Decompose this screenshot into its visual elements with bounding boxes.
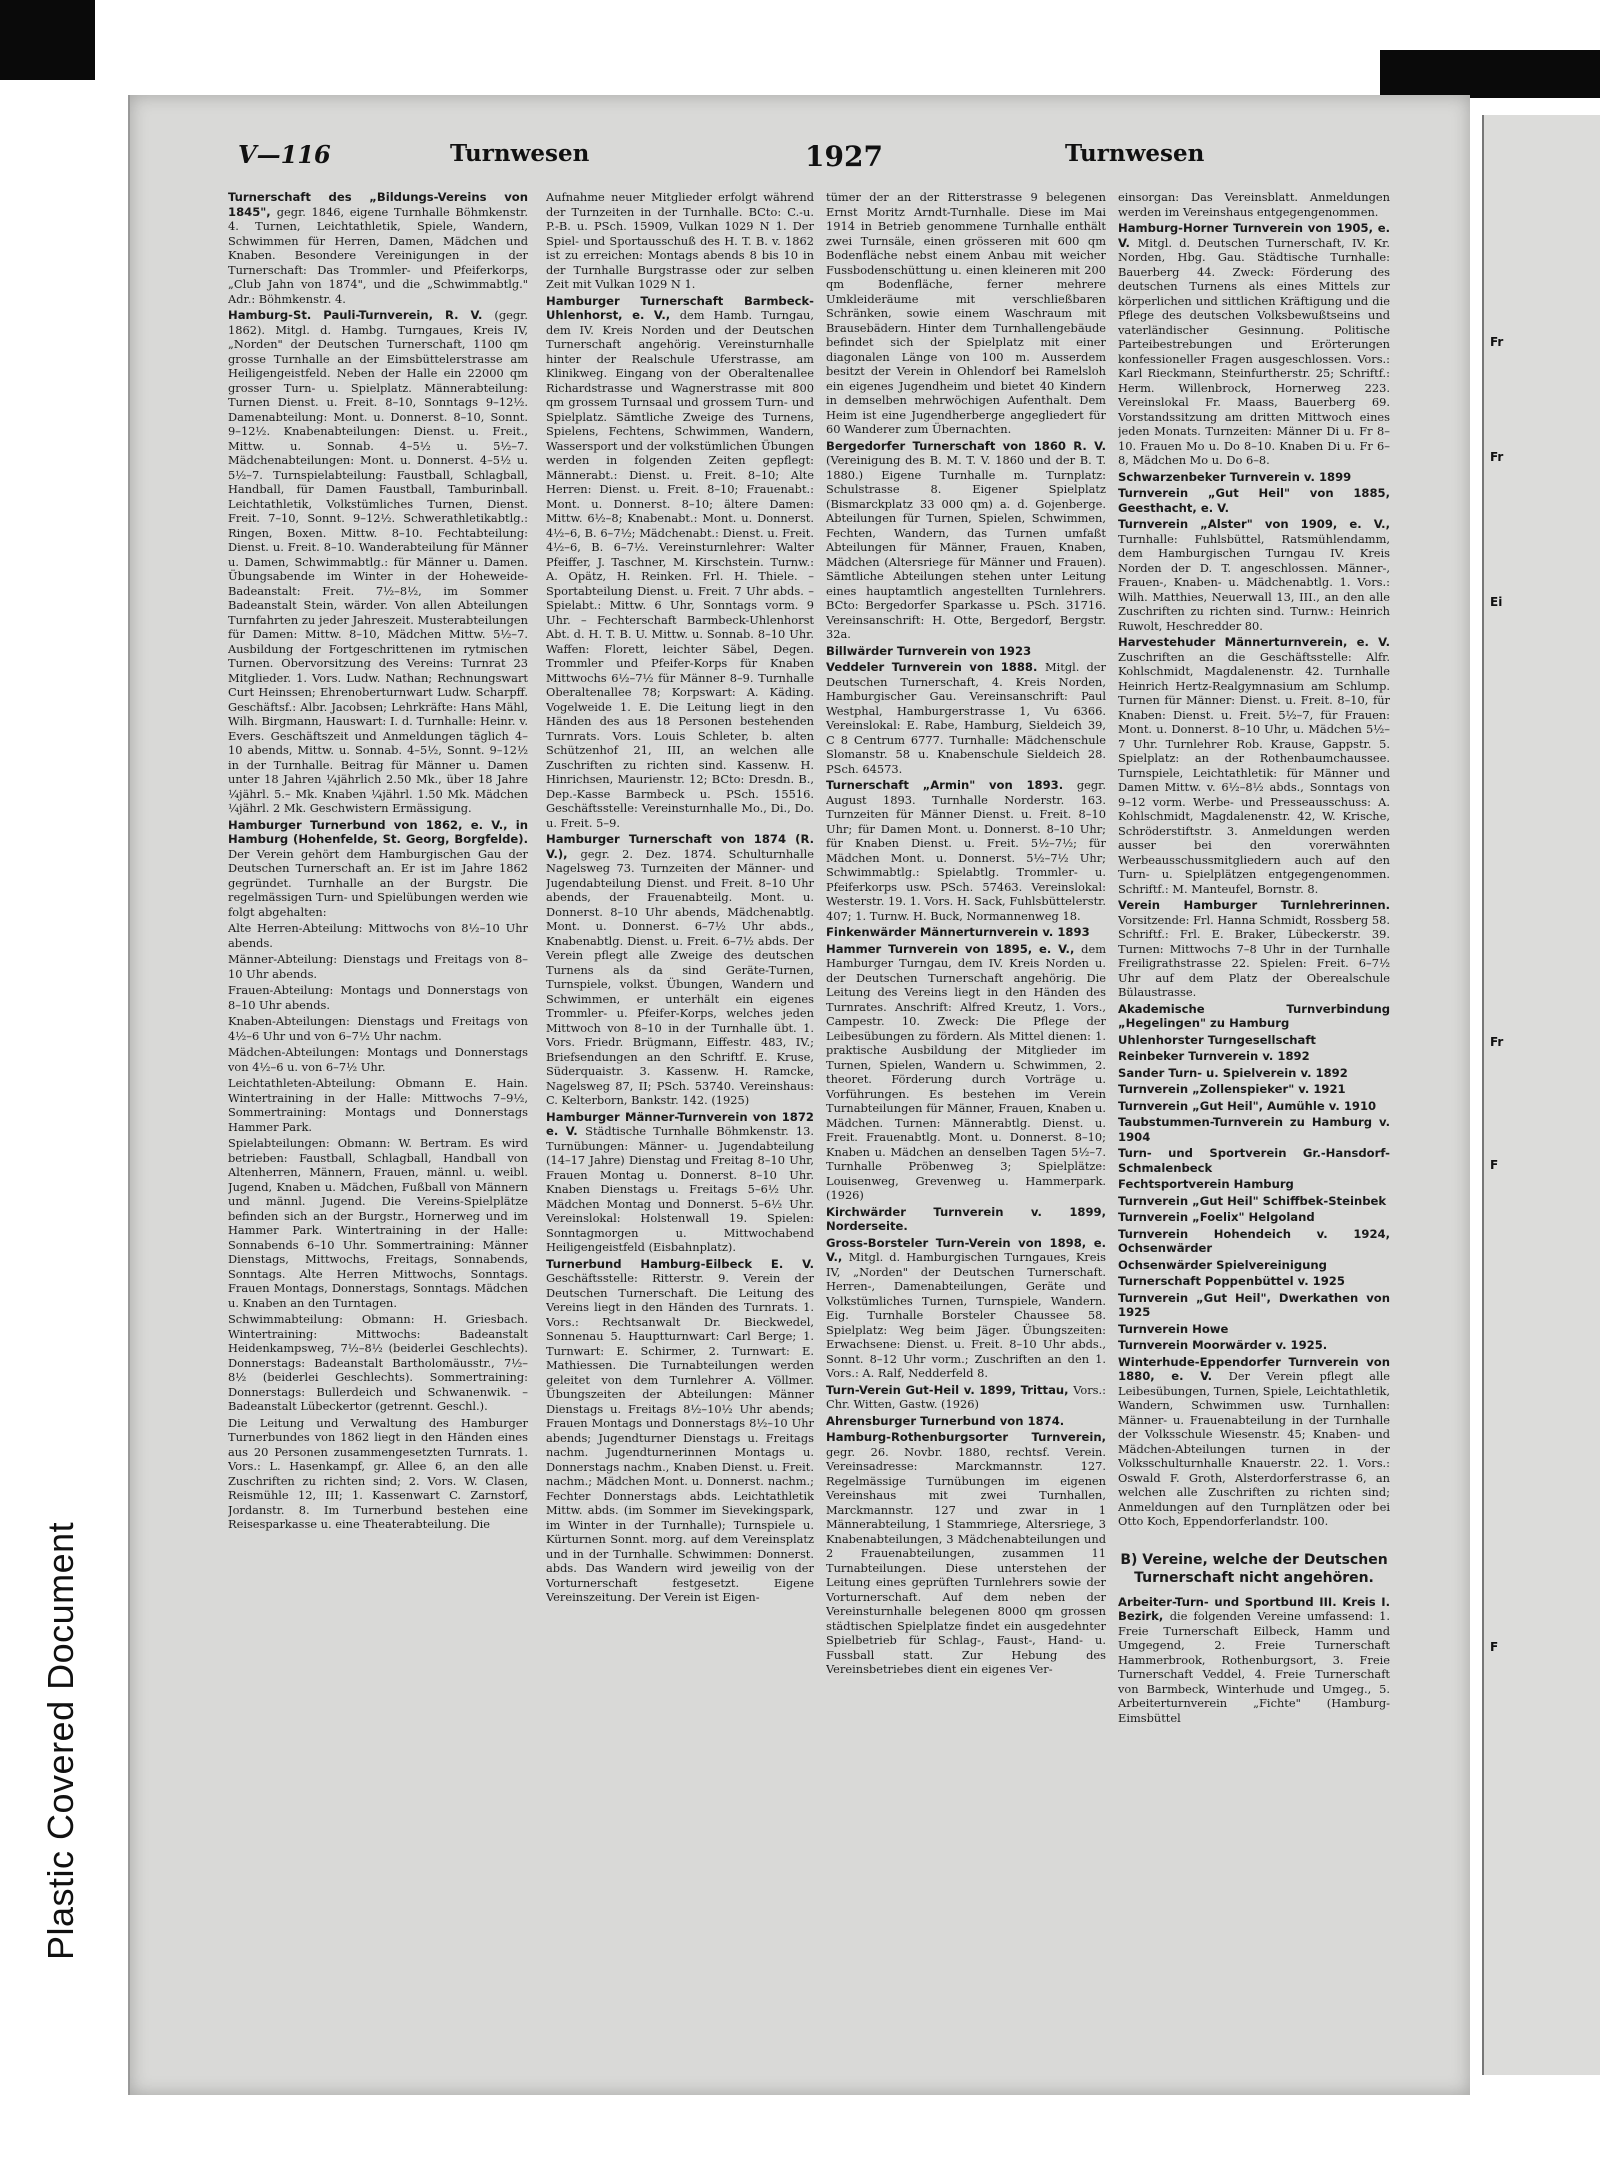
entry-title: Schwarzenbeker Turnverein v. 1899	[1118, 469, 1352, 484]
directory-entry	[1118, 1291, 1390, 1320]
directory-entry	[228, 818, 528, 920]
entry-text: Leichtathleten-Abteilung: Obmann E. Hain. Wintertraining in der Halle: Mittwochs 7–9½, Sommertraining: Montags und Donnerstags Hammer Park.	[228, 1076, 528, 1134]
directory-entry	[826, 925, 1106, 940]
section-heading: B) Vereine, welche der Deutschen Turnerschaft nicht angehören.	[1120, 1551, 1388, 1586]
entry-text: Knaben-Abteilungen: Dienstags und Freitags von 4½–6 Uhr und von 6–7½ Uhr nachm.	[228, 1014, 528, 1043]
directory-entry	[228, 1076, 528, 1134]
directory-entry	[1118, 1227, 1390, 1256]
entry-text: gegr. August 1893. Turnhalle Norderstr. 163. Turnzeiten für Männer Dienst. u. Freit. 8–10 Uhr; für Damen Mont. u. Donnerst. 8–10 Uhr; für Knaben Dienst. u. Freit. 5½–7½; für Mädchen Mont. u. Donnerst. 5½–7½ Uhr; Schwimmabtlg.: Spielabtlg. Trommler- u. Pfeiferkorps usw. PSch. 57463. Vereinslokal: Westerstr. 19. 1. Vors. H. Sack, Fuhlsbüttelerstr. 407; 1. Turnw. H. Buck, Normannenweg 18.	[826, 778, 1106, 923]
entry-title: Turnverein Howe	[1118, 1321, 1229, 1336]
entry-title: Hamburg-St. Pauli-Turnverein, R. V.	[228, 308, 495, 322]
directory-entry	[228, 952, 528, 981]
directory-entry	[546, 1257, 814, 1605]
directory-entry	[1118, 1258, 1390, 1273]
page-header	[130, 140, 1470, 180]
entry-text: Aufnahme neuer Mitglieder erfolgt während der Turnzeiten in der Turnhalle. BCto: C.-u. P.-B. u. PSch. 15909, Vulkan 1029 N 1. Der Spiel- und Sportausschuß des H. T. B. v. 1862 ist zu erreichen: Montags abends 8 bis 10 in der Turnhalle Burgstrasse oder zur selben Zeit mit Vulkan 1029 N 1.	[546, 190, 814, 291]
entry-text: Mitgl. d. Deutschen Turnerschaft, IV. Kr. Norden, Hbg. Gau. Städtische Turnhalle: Bauerberg 44. Zweck: Förderung des deutschen Turnens als eines Mittels zur körperlichen und sittlichen Kräftigung und die Pflege des deutschen Volksbewußtseins und vaterländischer Gesinnung. Politische Parteibestrebungen und Erörterungen konfessioneller Fragen ausgeschlossen. Vors.: Karl Rieckmann, Steinfurtherstr. 25; Schriftf.: Herm. Willenbrock, Hornerweg 223. Vereinslokal Fr. Maass, Bauerberg 69. Vorstandssitzung am dritten Mittwoch eines jeden Monats. Turnzeiten: Männer Di u. Fr 8–10. Frauen Mo u. Do 8–10. Knaben Di u. Fr 6–8, Mädchen Mo u. Do 6–8.	[1118, 235, 1390, 467]
right-running-head: Turnwesen	[1065, 140, 1205, 167]
entry-text: gegr. 1846, eigene Turnhalle Böhmkenstr. 4. Turnen, Leichtathletik, Spiele, Wandern, Schwimmen für Herren, Damen, Mädchen und Knaben. Besondere Vereinigungen in der Turnerschaft: Das Trommler- und Pfeiferkorps, „Club Jahn von 1874", und die „Schwimmabtlg." Adr.: Böhmkenstr. 4.	[228, 204, 528, 306]
entry-title: Turnverein „Gut Heil", Dwerkathen von 1925	[1118, 1290, 1390, 1319]
entry-text: Zuschriften an die Geschäftsstelle: Alfr. Kohlschmidt, Magdalenenstr. 42. Turnhalle Heinrich Hertz-Realgymnasium am Schlump. Turnen für Männer: Dienst. u. Freit. 8–10, für Knaben: Dienst. u. Freit. 5½–7, für Frauen: Mont. u. Donnerst. 8–10 Uhr, u. Mädchen 5½–7 Uhr. Turnlehrer Rob. Krause, Gappstr. 5. Spielplatz: an der Rothenbaumchaussee. Turnspiele, Leichtathletik: für Männer und Damen Mittw. v. 6½–8½ abds., Sonntags von 9–12 vorm. Werbe- und Presseausschuss: A. Kohlschmidt, Magdalenenstr. 42, W. Krische, Schröderstiftstr. 3. Anmeldungen werden ausser bei den vorerwähnten Werbeausschussmitgliedern auch auf den Turn- u. Spielplätzen entgegengenommen. Schriftf.: M. Manteufel, Bornstr. 8.	[1118, 649, 1390, 896]
entry-title: Turnverein Hohendeich v. 1924, Ochsenwärder	[1118, 1226, 1390, 1255]
entry-title: Turnverein „Gut Heil" von 1885, Geesthacht, e. V.	[1118, 486, 1390, 515]
text-column-2	[546, 190, 814, 2070]
directory-entry	[1118, 190, 1390, 219]
entry-title: Turnerschaft Poppenbüttel v. 1925	[1118, 1274, 1345, 1288]
entry-title: Fechtsportverein Hamburg	[1118, 1177, 1294, 1191]
directory-entry	[1118, 1595, 1390, 1726]
text-column-4	[1118, 190, 1390, 2070]
entry-title: Hamburger Männer-Turnverein von 1872 e. V.	[546, 1109, 814, 1138]
directory-entry	[826, 942, 1106, 1203]
directory-entry	[228, 983, 528, 1012]
entry-text: Turnhalle: Fuhlsbüttel, Ratsmühlendamm, dem Hamburgischen Turngau IV. Kreis Norden der D. T. angeschlossen. Männer-, Frauen-, Knaben- u. Mädchenabtlg. 1. Vors.: Wilh. Matthies, Neuerwall 13, III., an den alle Zuschriften zu richten sind. Turnw.: Heinrich Ruwolt, Heschredder 80.	[1118, 531, 1390, 633]
side-label: Plastic Covered Document	[40, 1521, 81, 1960]
entry-title: Winterhude-Eppendorfer Turnverein von 1880, e. V.	[1118, 1354, 1390, 1383]
directory-entry	[228, 190, 528, 306]
entry-title: Turnerbund Hamburg-Eilbeck E. V.	[546, 1256, 814, 1271]
directory-entry	[228, 1045, 528, 1074]
directory-entry	[826, 190, 1106, 437]
entry-title: Hamburg-Rothenburgsorter Turnverein,	[826, 1430, 1106, 1444]
adjacent-page-fragment: Fr	[1490, 335, 1504, 349]
directory-entry	[1118, 1002, 1390, 1031]
entry-title: Turnerschaft „Armin" von 1893.	[826, 778, 1077, 792]
entry-title: Turnverein „Gut Heil" Schiffbek-Steinbek	[1118, 1193, 1387, 1208]
directory-entry	[826, 1236, 1106, 1381]
directory-entry	[228, 921, 528, 950]
directory-entry	[1118, 1033, 1390, 1048]
entry-text: einsorgan: Das Vereinsblatt. Anmeldungen werden im Vereinshaus entgegengenommen.	[1118, 190, 1390, 219]
left-running-head: Turnwesen	[450, 140, 590, 167]
entry-text: dem Hamburger Turngau, dem IV. Kreis Norden u. der Deutschen Turnerschaft angehörig. Die Leitung des Vereins liegt in den Händen des Turnrates. Anschrift: Alfred Kreutz, 1. Vors., Campestr. 10. Zweck: Die Pflege der Leibesübungen zu fördern. Als Mittel dienen: 1. praktische Ausbildung der Mitglieder im Turnen, Spielen, Wandern u. Schwimmen, 2. theoret. Förderung durch Vorträge u. Vorführungen. Es bestehen im Verein Turnabteilungen für Männer, Frauen, Knaben u. Mädchen. Turnen: Männerabtlg. Dienst. u. Freit. Frauenabtlg. Mont. u. Donnerst. 8–10; Knaben u. Mädchen an denselben Tagen 5½–7. Turnhalle Pröbenweg 3; Spielplätze: Louisenweg, Grevenweg u. Hammerpark. (1926)	[826, 941, 1106, 1202]
entry-title: Turnerschaft des „Bildungs-Vereins von 1845",	[228, 190, 528, 219]
scan-corner-top-right	[1380, 50, 1600, 98]
entry-title: Turnverein „Alster" von 1909, e. V.,	[1118, 517, 1390, 531]
adjacent-page-fragment: F	[1490, 1640, 1499, 1654]
entry-text: Mitgl. der Deutschen Turnerschaft, 4. Kreis Norden, Hamburgischer Gau. Vereinsanschrift: Paul Westphal, Hamburgerstrasse 1, Vu 6366. Vereinslokal: E. Rabe, Hamburg, Sieldeich 39, C 8 Centrum 6777. Turnhalle: Mädchenschule Slomanstr. 58 u. Knabenschule Sieldeich 28. PSch. 64573.	[826, 660, 1106, 776]
directory-entry	[826, 660, 1106, 776]
directory-entry	[1118, 517, 1390, 633]
scan-corner-top-left	[0, 0, 95, 80]
entry-title: Hammer Turnverein von 1895, e. V.,	[826, 941, 1082, 956]
entry-text: Städtische Turnhalle Böhmkenstr. 13. Turnübungen: Männer- u. Jugendabteilung (14–17 Jahre) Dienstag und Freitag 8–10 Uhr, Frauen Montag u. Donnerst. 8–10 Uhr. Knaben Dienstags u. Freitags 5–6½ Uhr. Mädchen Montag und Donnerst. 5–6½ Uhr. Vereinslokal: Holstenwall 19. Spielen: Sonntagmorgen u. Mittwochabend Heiligengeistfeld (Eisbahnplatz).	[546, 1124, 814, 1254]
directory-entry	[826, 1205, 1106, 1234]
directory-entry	[1118, 1338, 1390, 1353]
year-heading: 1927	[805, 140, 883, 173]
directory-entry	[1118, 470, 1390, 485]
directory-entry	[1118, 1146, 1390, 1175]
entry-title: Finkenwärder Männerturnverein v. 1893	[826, 925, 1090, 939]
page-number: V—116	[238, 140, 331, 169]
entry-title: Harvestehuder Männerturnverein, e. V.	[1118, 635, 1390, 649]
entry-text: (Vereinigung des B. M. T. V. 1860 und der B. T. 1880.) Eigene Turnhalle m. Turnplatz: Schulstrasse 8. Eigener Spielplatz (Bismarckplatz 33 000 qm) a. d. Gojenberge. Abteilungen für Turnen, Spielen, Schwimmen, Fechten, Wandern, das Turnen umfaßt Abteilungen für Männer, Frauen, Knaben, Mädchen (Altersriege für Männer und Frauen). Sämtliche Abteilungen stehen unter Leitung eines hauptamtlich angestellten Turnlehrers. BCto: Bergedorfer Sparkasse u. PSch. 31716. Vereinsanschrift: H. Otte, Bergedorf, Bergstr. 32a.	[826, 453, 1106, 641]
directory-entry	[1118, 486, 1390, 515]
entry-title: Taubstummen-Turnverein zu Hamburg v. 1904	[1118, 1115, 1390, 1144]
directory-entry	[1118, 898, 1390, 1000]
directory-entry	[1118, 1210, 1390, 1225]
directory-entry	[1118, 1066, 1390, 1081]
adjacent-page-fragment: Ei	[1490, 595, 1503, 609]
entry-text: tümer der an der Ritterstrasse 9 belegenen Ernst Moritz Arndt-Turnhalle. Diese im Mai 1914 in Betrieb genommene Turnhalle enthält zwei Turnsäle, einen grösseren mit 600 qm Bodenfläche nebst einem Anbau mit weicher Fussbodenschüttung u. einen kleineren mit 200 qm Bodenfläche, ferner mehrere Umkleideräume mit verschließbaren Schränken, sowie einem Waschraum mit Brausebädern. Hinter dem Turnhallengebäude befindet sich der Spielplatz mit einer diagonalen Länge von 100 m. Ausserdem besitzt der Verein in Ohlendorf bei Ramelsloh ein eigenes Jugendheim und bietet 40 Kindern in demselben mehrwöchigen Aufenthalt. Dem Heim ist eine Jugendherberge angegliedert für 60 Wanderer zum Übernachten.	[826, 190, 1106, 436]
adjacent-page-fragment: F	[1490, 1158, 1499, 1172]
entry-title: Turnverein „Zollenspieker" v. 1921	[1118, 1082, 1346, 1096]
entry-text: Alte Herren-Abteilung: Mittwochs von 8½–10 Uhr abends.	[228, 921, 528, 950]
directory-entry	[228, 1416, 528, 1532]
entry-text: Männer-Abteilung: Dienstags und Freitags von 8–10 Uhr abends.	[228, 952, 528, 981]
directory-entry	[1118, 1115, 1390, 1144]
entry-title: Ochsenwärder Spielvereinigung	[1118, 1257, 1327, 1272]
directory-entry	[228, 1136, 528, 1310]
adjacent-page-fragment: Fr	[1490, 1035, 1504, 1049]
entry-text: dem Hamb. Turngau, dem IV. Kreis Norden und der Deutschen Turnerschaft angehörig. Vereinsturnhalle hinter der Realschule Uferstrasse, am Klinikweg. Eingang von der Oberaltenallee Richardstrasse und Wagnerstrasse mit 800 qm grossem Turnsaal und grossem Turn- und Spielplatz. Sämtliche Zweige des Turnens, Spielens, Fechtens, Schwimmen, Wandern, Wassersport und der volkstümlichen Übungen werden in folgenden Zeiten gepflegt: Männerabt.: Dienst. u. Freit. 8–10; Alte Herren: Dienst. u. Freit. 8–10; Frauenabt.: Mont. u. Donnerst. 8–10; ältere Damen: Mittw. 6½–8; Knabenabt.: Mont. u. Donnerst. 4½–6, B. 6–7½; Mädchenabt.: Dienst. u. Freit. 4½–6, B. 6–7½. Vereinsturnlehrer: Walter Pfeiffer, J. Taschner, M. Kirschstein. Turnw.: A. Opätz, H. Reinken. Frl. H. Thiele. – Sportabteilung Dienst. u. Freit. 7 Uhr abds. – Spielabt.: Mittw. 6 Uhr, Sonntags vorm. 9 Uhr. – Fechterschaft Barmbeck-Uhlenhorst Abt. d. H. T. B. U. Mittw. u. Sonnab. 8–10 Uhr. Waffen: Florett, leichter Säbel, Degen. Trommler und Pfeifer-Korps für Knaben Mittwochs 6½–7½ für Männer 8–9. Turnhalle Oberaltenallee 78; Korpswart: A. Käding. Vogelweide 1. E. Die Leitung liegt in den Händen des aus 18 Personen bestehenden Turnrats. Vors. Louis Schleter, b. alten Schützenhof 21, III, an welchen alle Zuschriften zu richten sind. Kassenw. H. Hinrichsen, Maurienstr. 12; BCto: Dresdn. B., Dep.-Kasse Barmbeck u. PSch. 15516. Geschäftsstelle: Vereinsturnhalle Mo., Di., Do. u. Freit. 5–9.	[546, 308, 814, 830]
entry-title: Kirchwärder Turnverein v. 1899, Norderseite.	[826, 1204, 1106, 1233]
entry-title: Ahrensburger Turnerbund von 1874.	[826, 1413, 1065, 1428]
entry-text: Spielabteilungen: Obmann: W. Bertram. Es wird betrieben: Faustball, Schlagball, Handball von Altenherren, Männern, Frauen, männl. u. weibl. Jugend, Knaben u. Mädchen, Fußball von Männern und männl. Jugend. Die Vereins-Spielplätze befinden sich an der Burgstr., Hornerweg und im Hammer Park. Wintertraining in der Halle: Sonnabends 6–10 Uhr. Sommertraining: Männer Dienstags, Mittwochs, Freitags, Sonnabends, Sonntags. Alte Herren Mittwochs, Sonntags. Frauen Montags, Donnerstags, Sonntags. Mädchen u. Knaben an den Turntagen.	[228, 1136, 528, 1310]
entry-title: Hamburg-Horner Turnverein von 1905, e. V.	[1118, 221, 1390, 250]
text-column-3	[826, 190, 1106, 2070]
entry-title: Bergedorfer Turnerschaft von 1860 R. V.	[826, 438, 1106, 453]
entry-title: Turn-Verein Gut-Heil v. 1899, Trittau,	[826, 1382, 1074, 1397]
entry-title: Verein Hamburger Turnlehrerinnen.	[1118, 898, 1390, 912]
directory-entry	[546, 294, 814, 831]
directory-entry	[1118, 1355, 1390, 1529]
directory-entry	[1118, 1274, 1390, 1289]
entry-text: die folgenden Vereine umfassend: 1. Freie Turnerschaft Eilbeck, Hamm und Umgegend, 2. Freie Turnerschaft Hammerbrook, Rothenburgsort, 3. Freie Turnerschaft Veddel, 4. Freie Turnerschaft von Barmbeck, Winterhude und Umgeg., 5. Arbeiterturnverein „Fichte" (Hamburg-Eimsbüttel	[1118, 1609, 1390, 1725]
entry-text: Vorsitzende: Frl. Hanna Schmidt, Rossberg 58. Schriftf.: Frl. E. Braker, Lübeckerstr. 39. Turnen: Mittwochs 7–8 Uhr in der Turnhalle Freiligrathstrasse 22. Spielen: Freit. 6–7½ Uhr auf dem Platz der Oberealschule Bülaustrasse.	[1118, 912, 1390, 999]
entry-title: Billwärder Turnverein von 1923	[826, 643, 1032, 658]
entry-title: Gross-Borsteler Turn-Verein von 1898, e. V.,	[826, 1235, 1106, 1264]
entry-text: Schwimmabteilung: Obmann: H. Griesbach. Wintertraining: Mittwochs: Badeanstalt Heidenkampsweg, 7½–8½ (beiderlei Geschlechts). Donnerstags: Badeanstalt Bartholomäusstr., 7½–8½ (beiderlei Geschlechts). Sommertraining: Donnerstags: Bullerdeich und Schwanenwik. – Badeanstalt Lübeckertor (getrennt. Geschl.).	[228, 1312, 528, 1413]
entry-text: Mädchen-Abteilungen: Montags und Donnerstags von 4½–6 u. von 6–7½ Uhr.	[228, 1045, 528, 1074]
entry-title: Turnverein „Gut Heil", Aumühle v. 1910	[1118, 1098, 1377, 1113]
adjacent-page-edge	[1482, 115, 1600, 2075]
entry-text: Mitgl. d. Hamburgischen Turngaues, Kreis IV, „Norden" der Deutschen Turnerschaft. Herren-, Damenabteilungen, Geräte und Volkstümliches Turnen, Turnspiele, Wandern. Eig. Turnhalle Borsteler Chaussee 58. Spielplatz: Weg beim Jäger. Übungszeiten: Erwachsene: Dienst. u. Freit. 8–10 Uhr abds., Sonnt. 8–12 Uhr vorm.; Zuschriften an den 1. Vors.: A. Ralf, Nedderfeld 8.	[826, 1250, 1106, 1380]
entry-text: (gegr. 1862). Mitgl. d. Hambg. Turngaues, Kreis IV, „Norden" der Deutschen Turnerschaft, 1100 qm grosse Turnhalle an der Eimsbüttelerstrasse am Heiligengeistfeld. Neben der Halle ein 22000 qm grosser Turn- u. Spielplatz. Männerabteilung: Turnen Dienst. u. Freit. 8–10, Sonntags 9–12½. Damenabteilung: Mont. u. Donnerst. 8–10, Sonnt. 9–12½. Knabenabteilungen: Dienst. u. Freit., Mittw. u. Sonnab. 4–5½ u. 5½–7. Mädchenabteilungen: Mont. u. Donnerst. 4–5½ u. 5½–7. Turnspielabteilung: Faustball, Schlagball, Handball, für Damen Faustball, Tamburinball. Leichtathletik, Volkstümliches Turnen, Dienst. Freit. 7–10, Sonnt. 9–12½. Schwerathletikabtlg.: Ringen, Boxen. Mittw. 8–10. Fechtabteilung: Dienst. u. Freit. 8–10. Wanderabteilung für Männer u. Damen, Schwimmabtlg.: für Männer u. Damen. Übungsabende im Winter in der Hoheweide-Badeanstalt: Freit. 7½–8½, im Sommer Badeanstalt Stein, wärder. Von allen Abteilungen Turnfahrten zu jeder Jahreszeit. Musterabteilungen für Damen: Mittw. 8–10, Mädchen Mittw. 5½–7. Ausbildung der Fortgeschrittenen im rytmischen Turnen. Obervorsitzung des Vereins: Turnrat 23 Mitglieder. 1. Vors. Ludw. Nathan; Rechnungswart Curt Heinssen; Ehrenoberturnwart Ludw. Scharpff. Geschäftsf.: Albr. Jacobsen; Lehrkräfte: Hans Mähl, Wilh. Birgmann, Hauswart: I. d. Turnhalle: Heinr. v. Evers. Geschäftszeit und Anmeldungen täglich 4–10 abends, Mittw. u. Sonnab. 4–5½, Sonnt. 9–12½ in der Turnhalle. Beitrag für Männer u. Damen unter 18 Jahren ¼jährlich 2.50 Mk., über 18 Jahre ¼jährl. 5.– Mk. Knaben ¼jährl. 1.50 Mk. Mädchen ¼jährl. 2 Mk. Geschwistern Ermässigung.	[228, 308, 528, 815]
directory-entry	[1118, 221, 1390, 468]
entry-text: Frauen-Abteilung: Montags und Donnerstags von 8–10 Uhr abends.	[228, 983, 528, 1012]
directory-entry	[1118, 1177, 1390, 1192]
entry-title: Hamburger Turnerbund von 1862, e. V., in Hamburg (Hohenfelde, St. Georg, Borgfelde).	[228, 817, 528, 846]
directory-entry	[1118, 635, 1390, 896]
adjacent-page-fragment: Fr	[1490, 450, 1504, 464]
entry-title: Hamburger Turnerschaft von 1874 (R. V.),	[546, 832, 814, 861]
directory-entry	[826, 1430, 1106, 1677]
text-column-1	[228, 190, 528, 2070]
directory-entry	[826, 778, 1106, 923]
entry-title: Turnverein Moorwärder v. 1925.	[1118, 1338, 1328, 1352]
entry-text: Die Leitung und Verwaltung des Hamburger Turnerbundes von 1862 liegt in den Händen eines aus 20 Personen zusammengesetzten Turnrats. 1. Vors.: L. Hasenkampf, gr. Allee 6, an den alle Zuschriften zu richten sind; 2. Vors. W. Clasen, Reismühle 12, III; 1. Kassenwart C. Zarnstorf, Jordanstr. 8. Im Turnerbund bestehen eine Reisesparkasse u. eine Theaterabteilung. Die	[228, 1415, 528, 1531]
entry-title: Akademische Turnverbindung „Hegelingen" zu Hamburg	[1118, 1001, 1390, 1030]
directory-entry	[228, 1014, 528, 1043]
directory-entry	[826, 1383, 1106, 1412]
entry-text: Geschäftsstelle: Ritterstr. 9. Verein der Deutschen Turnerschaft. Die Leitung des Vereins liegt in den Händen des Turnrats. 1. Vors.: Rechtsanwalt Dr. Bieckwedel, Sonnenau 5. Hauptturnwart: Carl Berge; 1. Turnwart: E. Schirmer, 2. Turnwart: E. Mathiessen. Die Turnabteilungen werden geleitet von dem Turnlehrer A. Völlmer. Übungszeiten der Abteilungen: Männer Dienstags u. Freitags 8½–10½ Uhr abends; Frauen Montags und Donnerstags 8½–10 Uhr abends; Jugendturner Dienstags u. Freitags nachm. Jugendturnerinnen Montags u. Donnerstags nachm., Knaben Dienst. u. Freit. nachm.; Mädchen Mont. u. Donnerst. nachm.; Fechter Donnerstags abds. Leichtathletik Mittw. abds. (im Sommer im Sievekingspark, im Winter in der Turnhalle); Turnspiele u. Kürturnen Sonnt. morg. auf dem Vereinsplatz und in der Turnhalle. Schwimmen: Donnerst. abds. Das Wandern wird jeweilig von der Vorturnerschaft festgesetzt. Eigene Vereinszeitung. Der Verein ist Eigen-	[546, 1271, 814, 1604]
entry-title: Turn- und Sportverein Gr.-Hansdorf-Schmalenbeck	[1118, 1146, 1390, 1175]
directory-entry	[826, 439, 1106, 642]
directory-entry	[546, 832, 814, 1108]
entry-title: Reinbeker Turnverein v. 1892	[1118, 1049, 1310, 1063]
directory-entry	[826, 1414, 1106, 1429]
entry-title: Arbeiter-Turn- und Sportbund III. Kreis I. Bezirk,	[1118, 1594, 1390, 1623]
directory-entry	[1118, 1082, 1390, 1097]
entry-title: Hamburger Turnerschaft Barmbeck-Uhlenhorst, e. V.,	[546, 293, 814, 322]
entry-text: gegr. 26. Novbr. 1880, rechtsf. Verein. Vereinsadresse: Marckmannstr. 127. Regelmässige Turnübungen im eigenen Vereinshaus mit zwei Turnhallen, Marckmannstr. 127 und zwar in 1 Männerabteilung, 1 Stammriege, Altersriege, 3 Knabenabteilungen, 3 Mädchenabteilungen und 2 Frauenabteilungen, zusammen 11 Turnabteilungen. Diese unterstehen der Leitung eines geprüften Turnlehrers sowie der Vorturnerschaft. Auf dem neben der Vereinsturnhalle belegenen 8000 qm grossen städtischen Spielplatze findet ein ausgedehnter Spielbetrieb für Schlag-, Faust-, Hand- u. Fussball statt. Zur Hebung des Vereinsbetriebes dient ein eigenes Ver-	[826, 1444, 1106, 1676]
entry-title: Sander Turn- u. Spielverein v. 1892	[1118, 1065, 1348, 1080]
directory-entry	[1118, 1322, 1390, 1337]
directory-entry	[1118, 1049, 1390, 1064]
directory-entry	[546, 1110, 814, 1255]
entry-title: Uhlenhorster Turngesellschaft	[1118, 1032, 1316, 1047]
entry-text: Der Verein gehört dem Hamburgischen Gau der Deutschen Turnerschaft an. Er ist im Jahre 1862 gegründet. Turnhalle an der Burgstr. Die regelmässigen Turn- und Spielübungen werden wie folgt abgehalten:	[228, 846, 528, 919]
entry-title: Turnverein „Foelix" Helgoland	[1118, 1210, 1315, 1224]
directory-entry	[1118, 1099, 1390, 1114]
directory-entry	[826, 644, 1106, 659]
entry-text: Der Verein pflegt alle Leibesübungen, Turnen, Spiele, Leichtathletik, Wandern, Schwimmen usw. Turnhallen: Männer- u. Frauenabteilung in der Turnhalle der Volksschule Wiesenstr. 45; Knaben- und Mädchen-Abteilungen turnen in der Volksschulturnhalle Knauerstr. 22. 1. Vors.: Oswald F. Groth, Alsterdorferstrasse 6, an welchen alle Zuschriften zu richten sind; Anmeldungen auf den Turnplätzen oder bei Otto Koch, Eppendorferlandstr. 100.	[1118, 1369, 1390, 1528]
directory-entry	[546, 190, 814, 292]
entry-text: Vors.: Chr. Witten, Gastw. (1926)	[826, 1382, 1106, 1411]
directory-entry	[228, 308, 528, 816]
entry-text: gegr. 2. Dez. 1874. Schulturnhalle Nagelsweg 73. Turnzeiten der Männer- und Jugendabteilung Dienst. und Freit. 8–10 Uhr abends, der Frauenabteilg. Mont. u. Donnerst. 8–10 Uhr abends, Mädchenabtlg. Mont. u. Donnerst. 6–7½ Uhr abds., Knabenabtlg. Dienst. u. Freit. 6–7½ abds. Der Verein pflegt alle Zweige des deutschen Turnens als da sind Geräte-Turnen, Turnspiele, volkst. Übungen, Wandern und Schwimmen, er unterhält ein eigenes Trommler- u. Pfeifer-Korps, welches jeden Mittwoch von 8–10 in der Turnhalle übt. 1. Vors. Friedr. Brügmann, Eiffestr. 483, IV.; Briefsendungen an den Schriftf. E. Kruse, Süderquaistr. 3. Kassenw. H. Ramcke, Nagelsweg 87, II; PSch. 53740. Vereinshaus: C. Kelterborn, Bankstr. 142. (1925)	[546, 846, 814, 1107]
directory-entry	[228, 1312, 528, 1414]
entry-title: Veddeler Turnverein von 1888.	[826, 660, 1045, 674]
directory-entry	[1118, 1194, 1390, 1209]
